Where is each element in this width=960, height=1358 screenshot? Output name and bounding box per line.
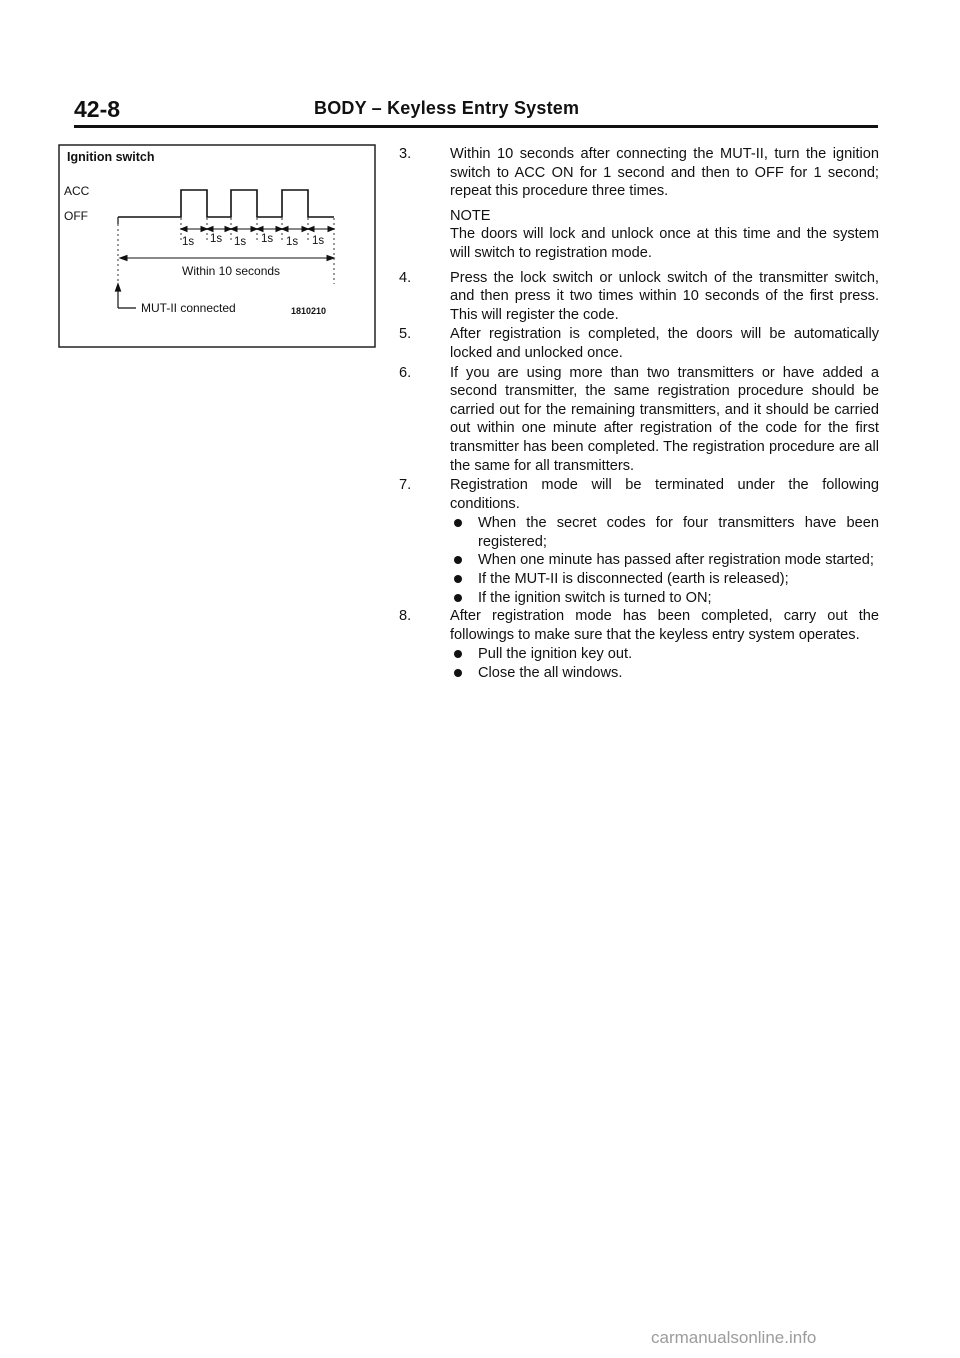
bullet-text: Pull the ignition key out. — [478, 646, 633, 663]
interval-label: 1s — [286, 236, 299, 248]
bullet-dot-icon — [454, 669, 462, 677]
bullet-text: If the MUT-II is disconnected (earth is released); — [478, 571, 789, 588]
timing-diagram-graphic — [58, 144, 376, 348]
figure-frame — [59, 145, 375, 347]
list-item — [450, 570, 879, 589]
list-item — [450, 551, 879, 570]
procedure-steps — [399, 145, 879, 683]
step-text: Press the lock switch or unlock switch of the transmitter switch, and then press it two times within 10 seconds of the first press. This will register the code. — [450, 269, 879, 323]
off-label: OFF — [64, 209, 88, 223]
bullet-dot-icon — [454, 650, 462, 658]
step-8 — [399, 607, 879, 644]
bullet-text: Close the all windows. — [478, 665, 623, 682]
list-item — [450, 514, 879, 551]
interval-label: 1s — [312, 235, 325, 247]
step-7-conditions — [399, 514, 879, 607]
ignition-timing-figure — [58, 144, 376, 348]
acc-label: ACC — [64, 184, 90, 198]
mut-connected-label: MUT-II connected — [141, 301, 236, 315]
step-number: 6. — [399, 364, 412, 381]
within-arrow — [120, 256, 334, 261]
watermark: carmanualsonline.info — [651, 1328, 817, 1347]
page-header — [74, 96, 880, 126]
step-number: 8. — [399, 608, 412, 625]
step-text: If you are using more than two transmitters or have added a second transmitter, the same registration procedure should be carried out for the remaining transmitters, and it should be carried out within one minute after registration of the code for the first transmitter has been completed. The registration procedure are all the same for all transmitters. — [450, 364, 879, 474]
bullet-text: If the ignition switch is turned to ON; — [478, 589, 712, 606]
step-number: 7. — [399, 477, 412, 494]
note-heading: NOTE — [450, 207, 491, 224]
step-number: 3. — [399, 146, 412, 162]
step-5 — [399, 325, 879, 362]
within-10-seconds-label: Within 10 seconds — [182, 264, 281, 278]
bullet-dot-icon — [454, 575, 462, 583]
page-number: 42-8 — [74, 96, 121, 122]
list-item — [450, 664, 879, 683]
bullet-dot-icon — [454, 594, 462, 602]
step-6 — [399, 364, 879, 476]
ignition-switch-label: Ignition switch — [67, 150, 155, 164]
step-7 — [399, 476, 879, 513]
note-block — [399, 207, 879, 263]
step-3 — [399, 145, 879, 201]
figure-code: 1810210 — [291, 306, 327, 316]
bullet-text: When one minute has passed after registration mode started; — [478, 552, 874, 569]
step-number: 4. — [399, 269, 412, 286]
step-8-actions — [399, 645, 879, 682]
interval-label: 1s — [234, 236, 247, 248]
interval-arrows — [181, 227, 334, 232]
interval-label: 1s — [210, 233, 223, 245]
mut-connection-marker — [116, 284, 137, 308]
step-text: Registration mode will be terminated under the following conditions. — [450, 477, 879, 512]
bullet-dot-icon — [454, 519, 462, 527]
step-text: After registration is completed, the doors will be automatically locked and unlocked once. — [450, 326, 879, 361]
interval-label: 1s — [182, 236, 195, 248]
bullet-dot-icon — [454, 556, 462, 564]
header-rule — [74, 125, 878, 128]
bullet-text: When the secret codes for four transmitters have been registered; — [478, 515, 879, 550]
step-text: After registration mode has been completed, carry out the followings to make sure that the keyless entry system operates. — [450, 608, 879, 643]
list-item — [450, 645, 879, 664]
page-title: BODY – Keyless Entry System — [314, 98, 580, 118]
step-4 — [399, 269, 879, 325]
step-text: Within 10 seconds after connecting the MUT-II, turn the ignition switch to ACC ON for 1 second and then to OFF for 1 second; repeat this procedure three times. — [450, 146, 879, 200]
list-item — [450, 589, 879, 608]
step-number: 5. — [399, 326, 412, 343]
interval-label: 1s — [261, 233, 274, 245]
ignition-waveform — [118, 190, 334, 217]
note-text: The doors will lock and unlock once at this time and the system will switch to registration mode. — [450, 226, 879, 261]
